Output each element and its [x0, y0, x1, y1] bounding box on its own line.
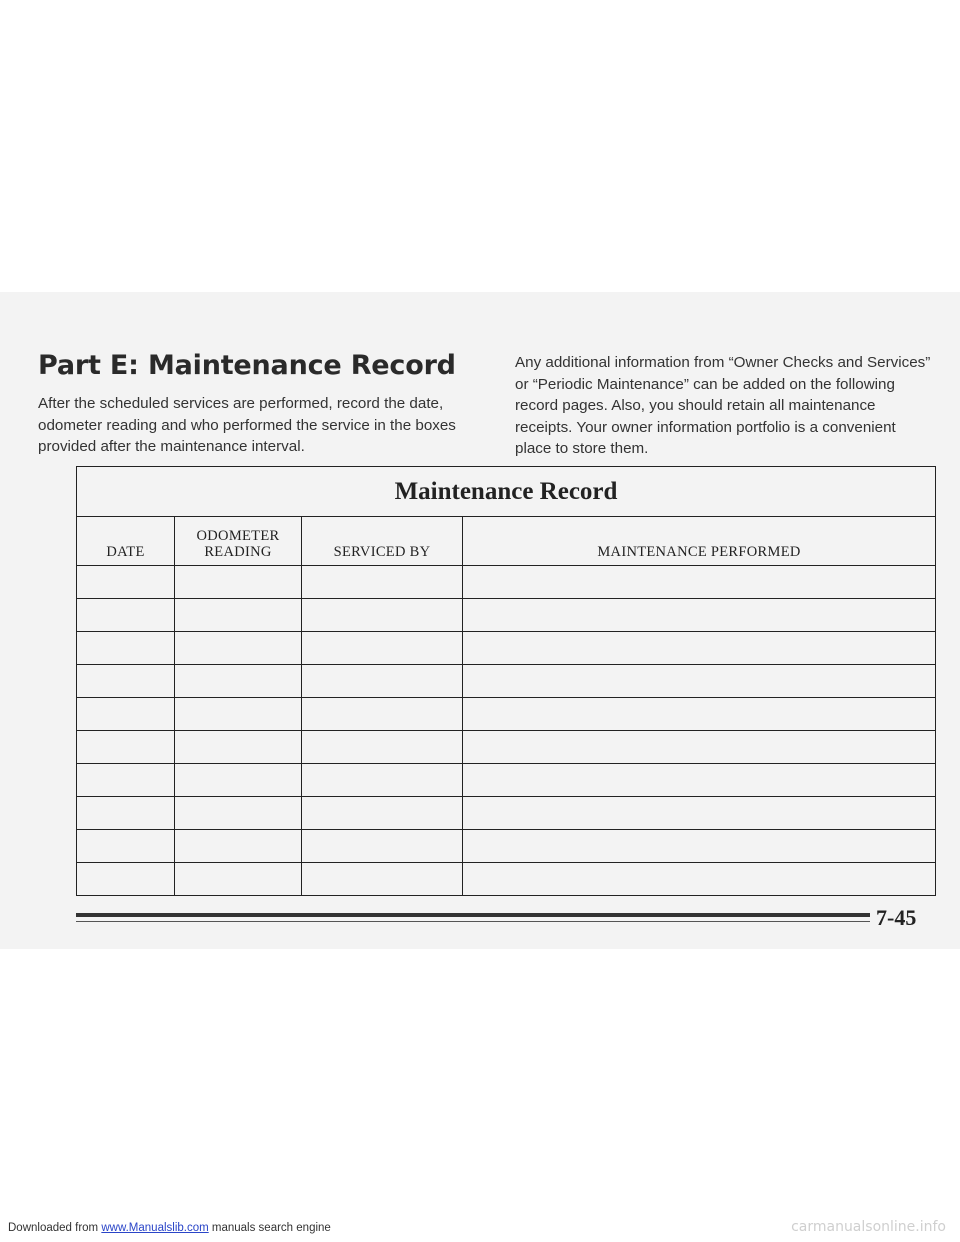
column-header: [302, 517, 463, 566]
watermark: carmanualsonline.info: [791, 1219, 946, 1235]
table-row: [77, 731, 936, 764]
intro-paragraph-right: Any additional information from “Owner Checks and Services” or “Periodic Maintenance” can be added on the following record pages. Also, you should retain all maintenance receipts. Your owner information portfolio is a convenient place to store them.: [515, 354, 931, 457]
table-row: [77, 665, 936, 698]
table-cell: [77, 797, 175, 830]
download-suffix: manuals search engine: [208, 1222, 331, 1234]
table-row: [77, 830, 936, 863]
table-cell: [463, 698, 936, 731]
table-cell: [463, 863, 936, 896]
table-cell: [302, 599, 463, 632]
table-cell: [77, 632, 175, 665]
table-cell: [463, 599, 936, 632]
column-header-label: DATE: [106, 544, 145, 560]
table-cell: [175, 797, 302, 830]
column-header: [175, 517, 302, 566]
table-cell: [77, 863, 175, 896]
download-prefix: Downloaded from: [8, 1222, 102, 1234]
table-cell: [302, 698, 463, 731]
section-heading: Part E: Maintenance Record: [38, 350, 456, 381]
table-cell: [175, 698, 302, 731]
column-header-label: READING: [204, 544, 272, 560]
maintenance-record-table: [76, 466, 936, 896]
column-header-label: ODOMETER: [196, 528, 280, 544]
table-row: [77, 698, 936, 731]
table-title: Maintenance Record: [77, 467, 936, 517]
table-cell: [302, 797, 463, 830]
table-row: [77, 632, 936, 665]
table-cell: [463, 764, 936, 797]
table-cell: [463, 731, 936, 764]
table-header-row: [77, 517, 936, 566]
table-cell: [77, 665, 175, 698]
page-number: 7-45: [876, 905, 917, 930]
table-cell: [175, 566, 302, 599]
table-cell: [77, 599, 175, 632]
table-row: [77, 764, 936, 797]
table-row: [77, 863, 936, 896]
table-cell: [77, 566, 175, 599]
table-cell: [175, 764, 302, 797]
table-row: [77, 566, 936, 599]
table-cell: [463, 797, 936, 830]
table-cell: [302, 665, 463, 698]
table-cell: [302, 566, 463, 599]
footer-rule-thin: [76, 921, 870, 922]
table-cell: [175, 599, 302, 632]
table-cell: [175, 632, 302, 665]
footer-rule: [76, 913, 870, 917]
table-cell: [463, 830, 936, 863]
column-header-label: SERVICED BY: [333, 544, 431, 560]
table-cell: [302, 731, 463, 764]
table-cell: [77, 731, 175, 764]
table-cell: [175, 830, 302, 863]
intro-paragraph-left: After the scheduled services are performed, record the date, odometer reading and who performed the service in the boxes provided after the maintenance interval.: [38, 395, 456, 455]
table-cell: [302, 632, 463, 665]
table-cell: [302, 764, 463, 797]
table-cell: [463, 632, 936, 665]
table-cell: [77, 698, 175, 731]
table-cell: [463, 566, 936, 599]
table-cell: [175, 665, 302, 698]
table-cell: [175, 731, 302, 764]
table-row: [77, 599, 936, 632]
column-header: [77, 517, 175, 566]
table-cell: [175, 863, 302, 896]
table-cell: [302, 863, 463, 896]
table-row: [77, 797, 936, 830]
table-cell: [77, 830, 175, 863]
table-cell: [463, 665, 936, 698]
column-header-label: MAINTENANCE PERFORMED: [597, 544, 801, 560]
download-banner: [8, 1222, 331, 1234]
table-cell: [77, 764, 175, 797]
column-header: [463, 517, 936, 566]
table-cell: [302, 830, 463, 863]
manualslib-link[interactable]: www.Manualslib.com: [101, 1222, 209, 1234]
